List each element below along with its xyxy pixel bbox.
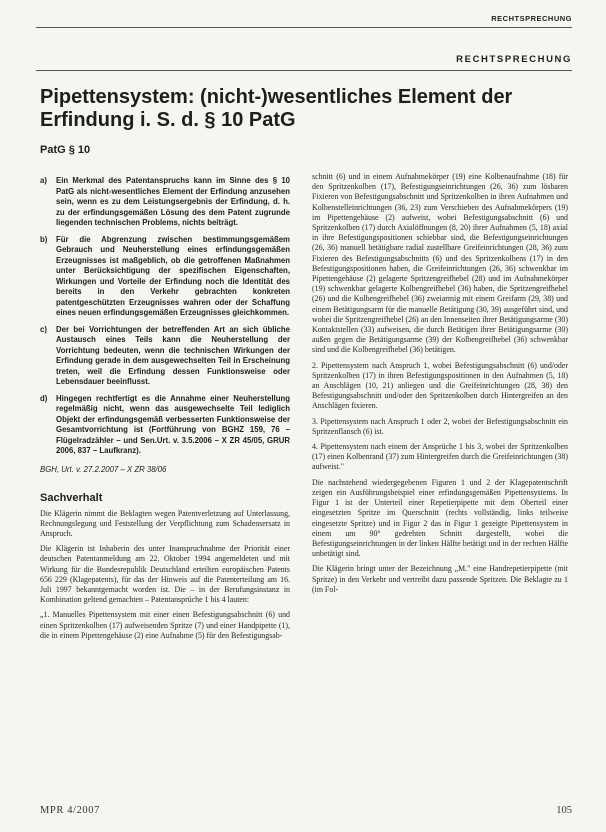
paragraph: Die Klägerin bringt unter der Bezeichnung „M." eine Handrepetierpipette (mit Spritze) in den Verkehr und vertreibt dazu passende Spritzen. Die Beklagte zu 1 (im Fol- xyxy=(312,564,568,594)
headnote-label: d) xyxy=(40,393,48,403)
headnote-text: Ein Merkmal des Patentanspruchs kann im Sinne des § 10 PatG als nicht-wesentliches Element der Erfindung anzusehen sein, wenn es zu dem Leistungsergebnis der Erfindung, d. h. zu der erfindungsgemäßen Lösung des dem Patent zugrunde liegenden technischen Problems, nichts beiträgt. xyxy=(56,176,290,227)
law-reference: PatG § 10 xyxy=(40,144,91,156)
left-column xyxy=(40,176,290,646)
section-rule xyxy=(36,70,572,71)
case-citation: BGH, Urt. v. 27.2.2007 – X ZR 38/06 xyxy=(40,464,167,474)
section-label: RECHTSPRECHUNG xyxy=(456,54,572,65)
paragraph: Die nachstehend wiedergegebenen Figuren 1 und 2 der Klagepatentschrift zeigen ein Ausführungsbeispiel einer erfindungsgemäßen Pipettensystems. In Figur 1 ist der Unterteil einer Repetierpipette mit dem Oberteil einer eingesetzten Spritze im Querschnitt (rechts vollständig, links teilweise eingesetzte Spritze) und in Figur 2 das in Figur 1 gezeigte Pipettensystem in einem um 90° gedrehten Schnitt dargestellt, wobei die Befestigungseinrichtungen in der linken Hälfte betätigt und in der rechten Hälfte unbetätigt sind. xyxy=(312,477,568,559)
headnote-a xyxy=(40,176,290,229)
headnote-label: c) xyxy=(40,324,47,334)
running-header: RECHTSPRECHUNG xyxy=(491,14,572,23)
footer-journal: MPR 4/2007 xyxy=(40,805,100,816)
paragraph: 3. Pipettensystem nach Anspruch 1 oder 2, wobei der Befestigungsabschnitt ein Spritzenflansch (6) ist. xyxy=(312,416,568,436)
paragraph: „1. Manuelles Pipettensystem mit einer einen Befestigungsabschnitt (6) und einen Spritzenkolben (17) aufweisenden Spritze (7) und einer Handpipette (1), die in einem Pipettengehäuse (2) eine Aufnahme (5) für den Befestigungsab- xyxy=(40,610,290,640)
paragraph: schnitt (6) und in einem Aufnahmekörper (19) eine Kolbenaufnahme (18) für den Spritzenkolben (17), Befestigungseinrichtungen (26, 36) zum lösbaren Fixieren von Befestigungsabschnitt und Spritzenkolben in ihren Aufnahmen und Kolbenstelleinrichtungen (36, 23) zum Verschieben des Aufnahmekörpers (19) im Pipettengehäuse (2) aufweist, wobei Befestigungsabschnitt (6) und Spritzenkolben (17) durch Axialöffnungen (8, 20) ihrer Aufnahmen (5, 18) axial in ihre Befestigungspositionen schiebbar sind, die Befestigungseinrichtungen (26, 36) manuell betätigbare radial zustellbare Greifeinrichtungen (28, 36) zum Fixieren des Befestigungsabschnitts (6) und des Spritzenkolbens (17) in den Befestigungspositionen haben, die Greifeinrichtungen (26, 36) schwenkbar im Pipettengehäuse (2) gelagerte Spritzengreifhebel (28) und im Aufnahmekörper (19) schwenkbar gelagerte Kolbengreifhebel (36) haben, die Spritzengreifhebel (26) und die Kolbengreifhebel (36) zweiarmig mit einem Greifarm (29, 38) und einem Betätigungsarm für die manuelle Betätigung (30, 39) ausgeführt sind, und wobei die Spritzengreifhebel (26) an den Innenseiten ihrer Betätigungsarme (30) Kontaktstellen (33) aufweisen, die durch Betätigen ihrer Betätigungsarme (30) außen gegen die Betätigungsarme (39) der Kolbengreifhebel (36) schwenkbar sind und die Kolbengreifhebel (36) betätigen. xyxy=(312,172,568,355)
facts-heading: Sachverhalt xyxy=(40,491,103,504)
headnote-d xyxy=(40,394,290,457)
right-column xyxy=(312,172,568,600)
paragraph: 4. Pipettensystem nach einem der Ansprüche 1 bis 3, wobei der Spritzenkolben (17) einen Kolbenrand (37) zum Hintergreifen durch die Greifeinrichtungen (38) aufweist." xyxy=(312,442,568,472)
headnote-text: Für die Abgrenzung zwischen bestimmungsgemäßem Gebrauch und Neuherstellung eines erfindungsgemäßen Erzeugnisses ist maßgeblich, ob die getroffenen Maßnahmen unter Berücksichtigung der spezifischen Eigenschaften, Wirkungen und Vorteile der Erfindung noch die Identität des bereits in den Verkehr gebrachten konkreten patentgeschützten Erzeugnisses wahren oder der Schaffung eines neuen erfindungsgemäßen Erzeugnisses gleichkommen. xyxy=(56,234,290,317)
header-rule xyxy=(36,27,572,28)
headnote-label: b) xyxy=(40,234,48,244)
paragraph: Die Klägerin nimmt die Beklagten wegen Patentverletzung auf Unterlassung, Rechnungslegung und Feststellung der Verpflichtung zum Schadensersatz in Anspruch. xyxy=(40,508,290,538)
headnote-text: Hingegen rechtfertigt es die Annahme einer Neuherstellung regelmäßig nicht, wenn das ausgewechselte Teil lediglich Objekt der erfindungsgemäß verbesserten Funktionsweise der Gesamtvorrichtung ist (Fortführung von BGHZ 159, 76 – Flügelradzähler – und Sen.Urt. v. 3.5.2006 – X ZR 45/05, GRUR 2006, 837 – Laufkranz). xyxy=(56,393,290,455)
headnote-text: Der bei Vorrichtungen der betreffenden Art an sich übliche Austausch eines Teils kann die Neuherstellung der Vorrichtung bedeuten, wenn die technischen Wirkungen der Erfindung gerade in dem ausgewechselten Teil in Erscheinung treten, weil die Erfindung dessen Funktionsweise oder Lebensdauer beeinflusst. xyxy=(56,324,290,386)
headnote-c xyxy=(40,325,290,388)
footer-page-number: 105 xyxy=(556,805,572,816)
headnotes xyxy=(40,176,290,457)
headnote-b xyxy=(40,235,290,319)
paragraph: 2. Pipettensystem nach Anspruch 1, wobei Befestigungsabschnitt (6) und/oder Spritzenkolben (17) in ihren Befestigungspositionen in den Aufnahmen (5, 18) an Anschlägen (10, 21) anliegen und die Greifeinrichtungen (28, 38) den Befestigungsabschnitt und/oder den Spritzenkolben durch Hintergreifen an den Anschlägen fixieren. xyxy=(312,360,568,411)
paragraph: Die Klägerin ist Inhaberin des unter Inanspruchnahme der Priorität einer deutschen Patentanmeldung am 22. Oktober 1994 angemeldeten und mit Wirkung für die Bundesrepublik Deutschland erteilten europäischen Patents 656 229 (Klagepatents), für das der Hinweis auf die Patenterteilung am 16. Juli 1997 bekanntgemacht worden ist. Die – in der Berufungsinstanz in Kombination geltend gemachten – Patentansprüche 1 bis 4 lauten: xyxy=(40,544,290,605)
article-title: Pipettensystem: (nicht-)wesentliches Element der Erfindung i. S. d. § 10 PatG xyxy=(40,86,513,131)
headnote-label: a) xyxy=(40,176,47,185)
